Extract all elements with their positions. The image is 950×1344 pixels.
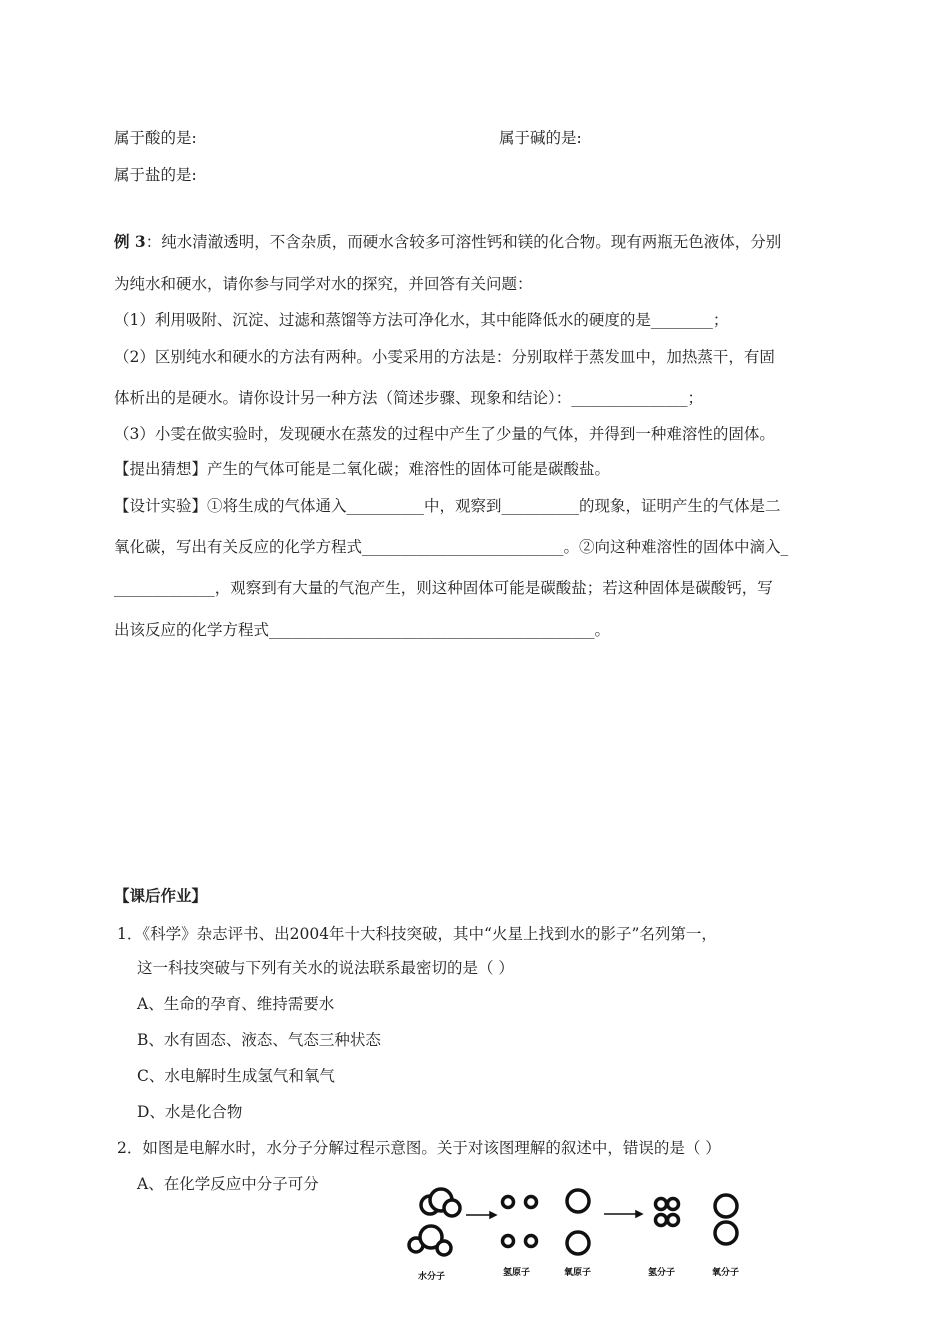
oxygen-molecule <box>715 1195 737 1244</box>
electrolysis-svg <box>404 1185 764 1285</box>
salt-label: 属于盐的是: <box>114 166 197 184</box>
example3-intro-line1 <box>114 232 781 252</box>
homework-q1-option-b: B、水有固态、液态、气态三种状态 <box>137 1031 381 1049</box>
example3-question3: （3）小雯在做实验时，发现硬水在蒸发的过程中产生了少量的气体，并得到一种难溶性的固体。 <box>114 425 775 443</box>
homework-q1-option-a: A、生命的孕育、维持需要水 <box>137 995 335 1013</box>
base-label: 属于碱的是: <box>499 129 582 147</box>
hypothesis-line: 【提出猜想】产生的气体可能是二氧化碳；难溶性的固体可能是碳酸盐。 <box>114 460 611 478</box>
water-molecule-bottom <box>409 1226 451 1255</box>
hydrogen-molecules <box>656 1199 679 1226</box>
homework-heading: 【课后作业】 <box>114 886 208 905</box>
homework-q1-option-d: D、水是化合物 <box>137 1103 243 1121</box>
caption-hydrogen-atom: 氢原子 <box>503 1268 531 1278</box>
caption-hydrogen-molecule: 氢分子 <box>648 1268 676 1278</box>
hydrogen-atoms <box>503 1197 537 1247</box>
example3-intro-line2: 为纯水和硬水，请你参与同学对水的探究，并回答有关问题： <box>114 275 533 293</box>
water-molecule-top <box>421 1189 460 1216</box>
oxygen-atoms <box>567 1190 589 1254</box>
acid-label: 属于酸的是: <box>114 129 197 147</box>
homework-q2-line1: 2．如图是电解水时，水分子分解过程示意图。关于对该图理解的叙述中，错误的是（ ） <box>117 1139 721 1157</box>
experiment-line4: 出该反应的化学方程式__________________________________________。 <box>114 621 611 639</box>
example3-colon: ： <box>145 233 162 251</box>
caption-oxygen-molecule: 氧分子 <box>712 1268 740 1278</box>
homework-q1-line2: 这一科技突破与下列有关水的说法联系最密切的是（ ） <box>137 959 514 977</box>
homework-q2-option-a: A、在化学反应中分子可分 <box>137 1175 319 1193</box>
example3-question1: （1）利用吸附、沉淀、过滤和蒸馏等方法可净化水，其中能降低水的硬度的是________； <box>114 311 729 329</box>
experiment-line2: 氧化碳，写出有关反应的化学方程式__________________________。②向这种难溶性的固体中滴入_ <box>114 538 789 556</box>
caption-oxygen-atom: 氧原子 <box>564 1268 592 1278</box>
experiment-line1: 【设计实验】①将生成的气体通入__________中，观察到__________的现象，证明产生的气体是二 <box>114 497 781 515</box>
arrow-icons <box>466 1211 642 1218</box>
homework-q1-line1: 1．《科学》杂志评书、出2004年十大科技突破，其中“火星上找到水的影子”名列第一， <box>117 925 717 943</box>
homework-q1-option-c: C、水电解时生成氢气和氧气 <box>137 1067 335 1085</box>
example3-question2-line1: （2）区别纯水和硬水的方法有两种。小雯采用的方法是：分别取样于蒸发皿中，加热蒸干，有固 <box>114 348 775 366</box>
example3-intro-text: 纯水清澈透明，不含杂质，而硬水含较多可溶性钙和镁的化合物。现有两瓶无色液体，分别 <box>161 233 782 251</box>
example3-question2-line2: 体析出的是硬水。请你设计另一种方法（简述步骤、现象和结论）：_______________； <box>114 389 704 407</box>
electrolysis-diagram <box>404 1185 764 1285</box>
example3-label: 例 3 <box>114 232 146 251</box>
caption-water-molecule: 水分子 <box>418 1272 446 1282</box>
experiment-line3: _____________，观察到有大量的气泡产生，则这种固体可能是碳酸盐；若这种固体是碳酸钙，写 <box>114 579 773 597</box>
